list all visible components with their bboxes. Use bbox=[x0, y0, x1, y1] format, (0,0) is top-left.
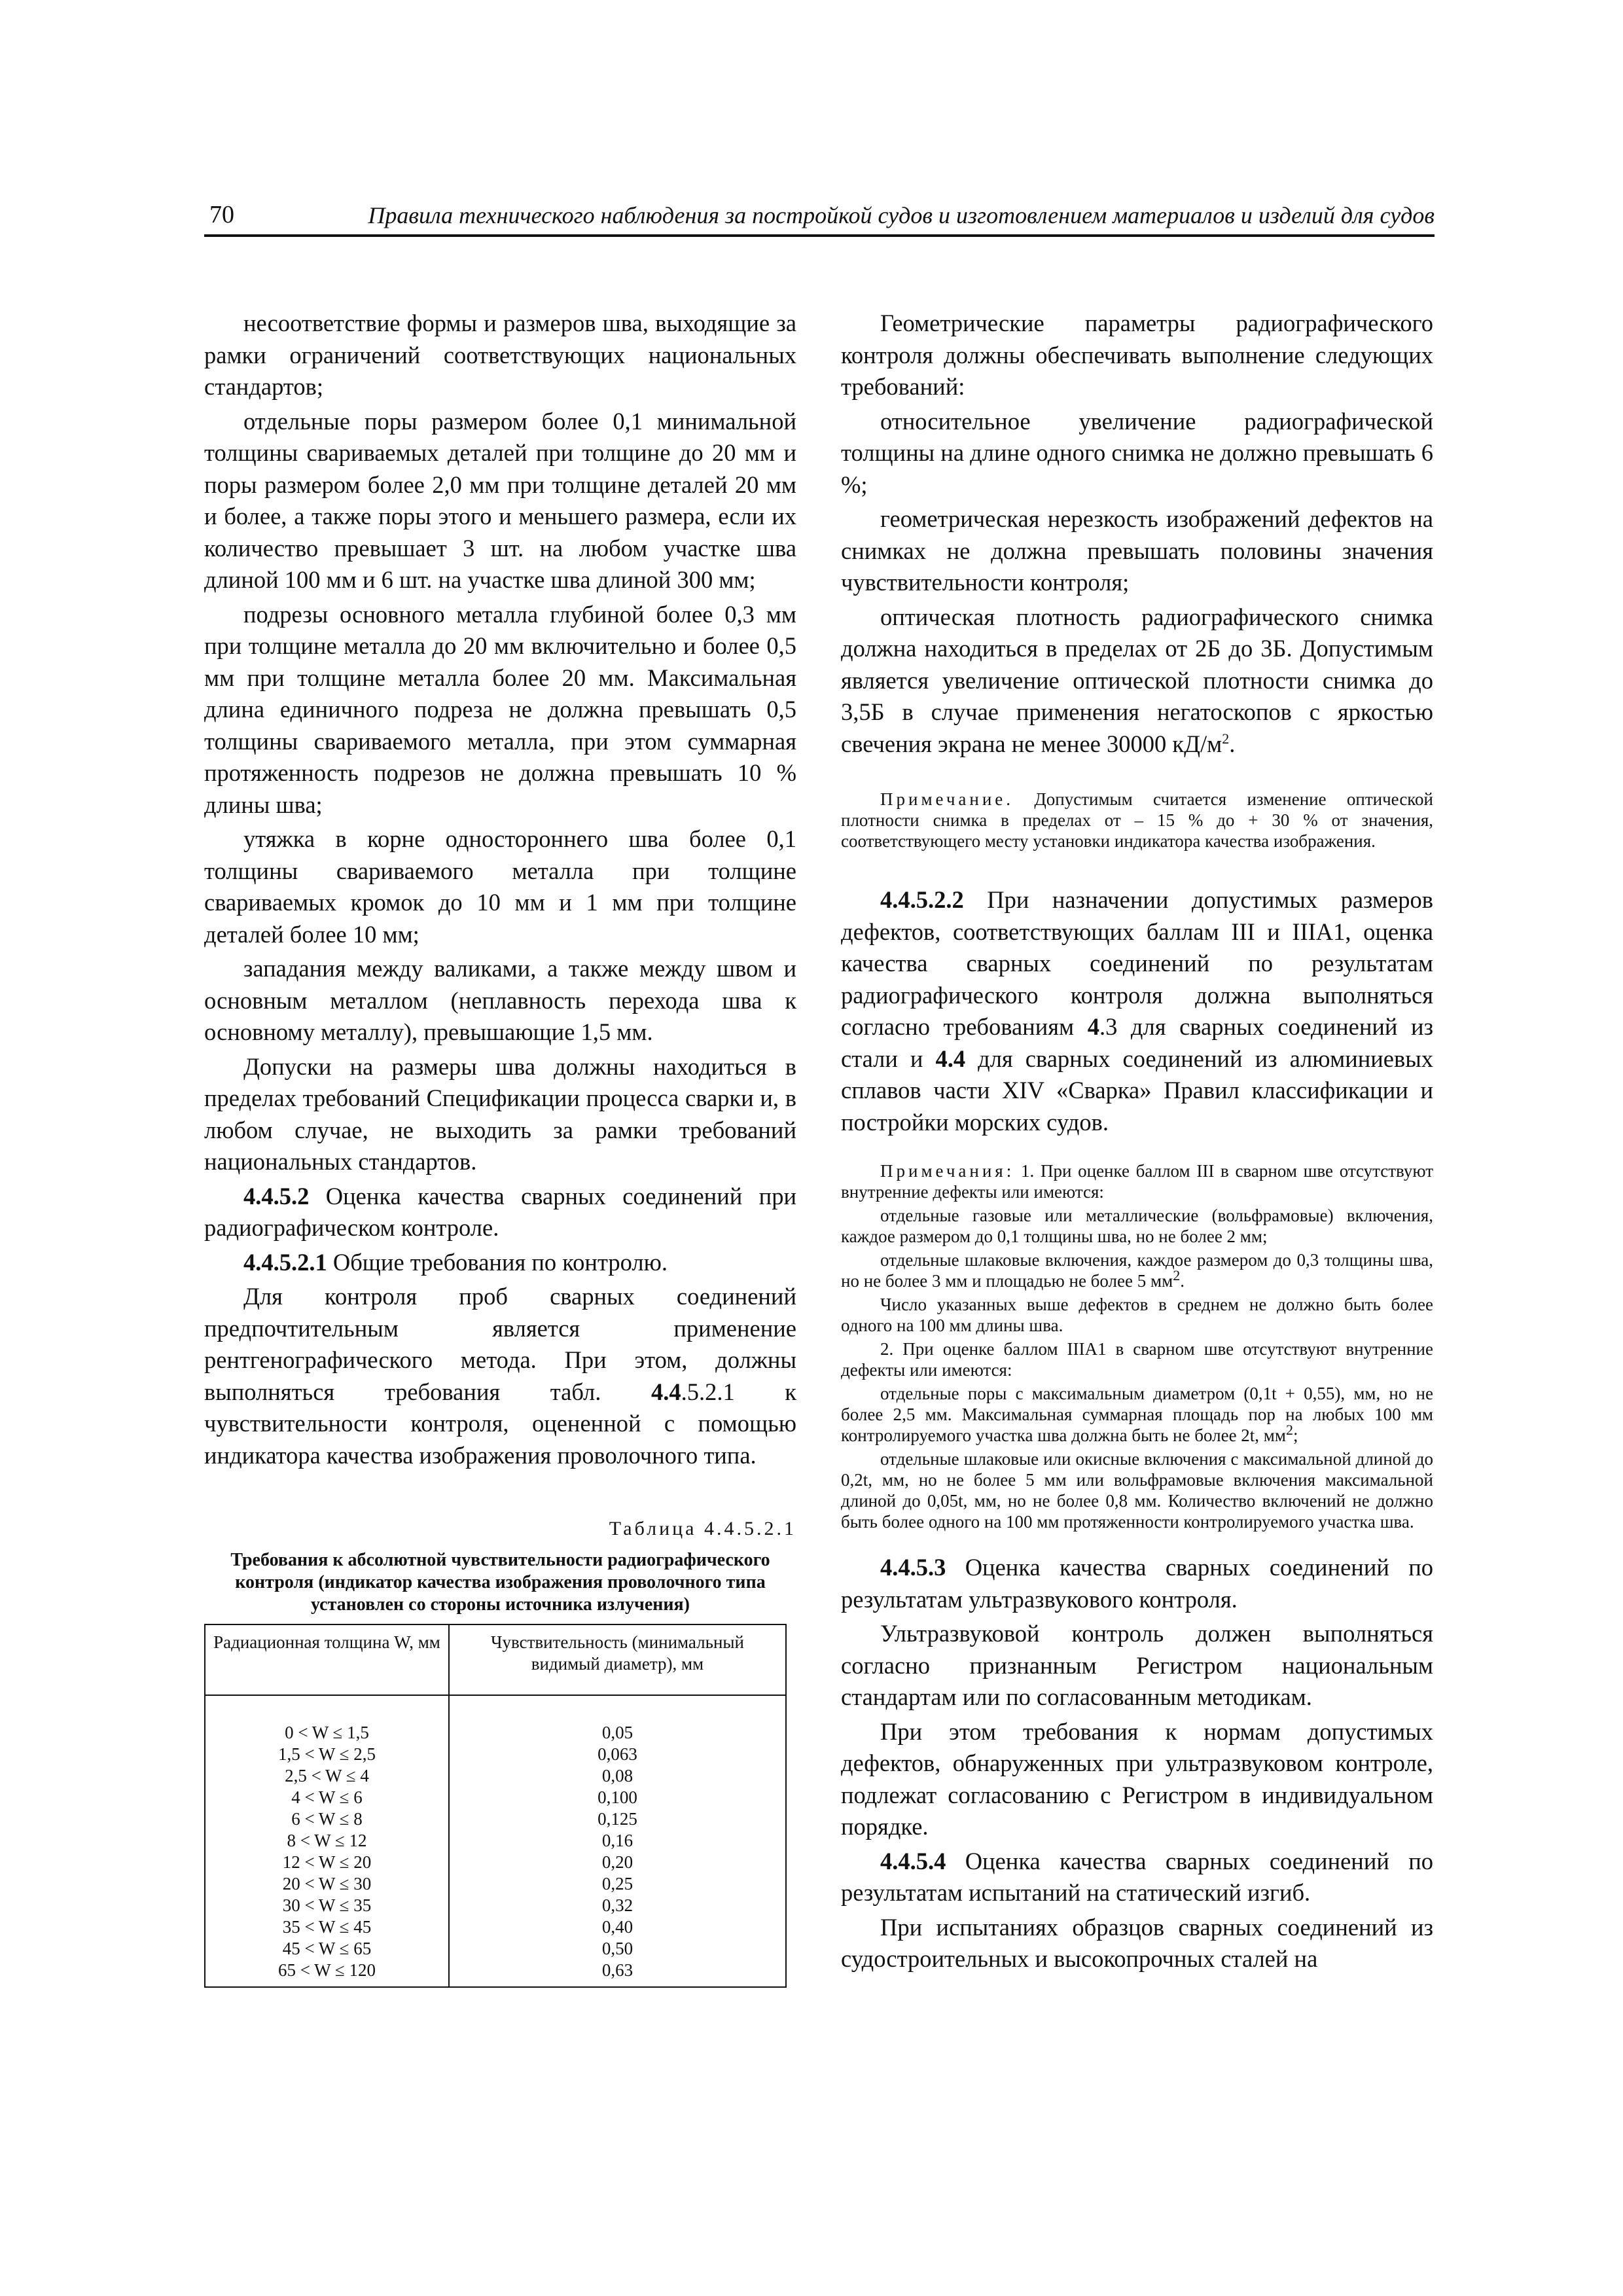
paragraph: Геометрические параметры радиографического контроля должны обеспечивать выполнение следующих требований: bbox=[841, 310, 1433, 400]
sensitivity-cell: 0,100 bbox=[449, 1787, 786, 1808]
section-paragraph: 4.4.5.2.2 При назначении допустимых размеров дефектов, соответствующих баллам III и IIIA1, оценка качества сварных соединений по результатам радиографического контроля должна выполняться согласно требованиям 4.3 для сварных соединений из стали и 4.4 для сварных соединений из алюминиевых сплавов части XIV «Сварка» Правил классификации и постройки морских судов. bbox=[841, 886, 1434, 1136]
sensitivity-table bbox=[204, 1624, 787, 1988]
table-body bbox=[205, 1695, 786, 1987]
table-row bbox=[205, 1695, 786, 1744]
sensitivity-cell: 0,25 bbox=[449, 1873, 786, 1895]
thickness-cell: 4 < W ≤ 6 bbox=[205, 1787, 449, 1808]
thickness-cell: 6 < W ≤ 8 bbox=[205, 1808, 449, 1830]
thickness-cell: 20 < W ≤ 30 bbox=[205, 1873, 449, 1895]
sensitivity-cell: 0,05 bbox=[449, 1695, 786, 1744]
thickness-cell: 0 < W ≤ 1,5 bbox=[205, 1695, 449, 1744]
table-row bbox=[205, 1960, 786, 1987]
thickness-cell: 65 < W ≤ 120 bbox=[205, 1960, 449, 1987]
paragraph: При этом требования к нормам допустимых дефектов, обнаруженных при ультразвуковом контроле, подлежат согласованию с Регистром в индивидуальном порядке. bbox=[841, 1717, 1433, 1840]
table-caption: Таблица 4.4.5.2.1 bbox=[609, 1518, 796, 1539]
paragraph: геометрическая нерезкость изображений дефектов на снимках не должна превышать половины значения чувствительности контроля; bbox=[841, 505, 1433, 596]
sensitivity-cell: 0,08 bbox=[449, 1765, 786, 1787]
table-header-thickness: Радиационная толщина W, мм bbox=[205, 1624, 449, 1695]
table-row bbox=[205, 1787, 786, 1808]
paragraph: Ультразвуковой контроль должен выполняться согласно признанным Регистром национальным стандартам или по согласованным методикам. bbox=[841, 1620, 1433, 1710]
paragraph: Допуски на размеры шва должны находиться в пределах требований Спецификации процесса сварки и, в любом случае, не выходить за рамки требований национальных стандартов. bbox=[204, 1052, 796, 1175]
right-column bbox=[841, 308, 1433, 1975]
table-row bbox=[205, 1916, 786, 1938]
section-number: 4.4.5.2.2 bbox=[880, 886, 964, 913]
sensitivity-cell: 0,16 bbox=[449, 1830, 786, 1852]
paragraph: западания между валиками, а также между швом и основным металлом (неплавность перехода шва к основному металлу), превышающие 1,5 мм. bbox=[204, 955, 796, 1045]
section-number: 4.4.5.2 bbox=[243, 1182, 310, 1210]
paragraph: оптическая плотность радиографического снимка должна находиться в пределах от 2Б до 3Б. Допустимым является увеличение оптической плотности снимка до 3,5Б в случае применения негатоскопов с яркостью свечения экрана не менее 30000 $кД/м^2$. bbox=[841, 603, 1433, 757]
table-row bbox=[205, 1873, 786, 1895]
sensitivity-cell: 0,063 bbox=[449, 1744, 786, 1765]
left-column bbox=[204, 308, 796, 1988]
table-row bbox=[205, 1852, 786, 1873]
paragraph: несоответствие формы и размеров шва, выходящие за рамки ограничений соответствующих национальных стандартов; bbox=[204, 310, 796, 400]
section-number: 4.4.5.3 bbox=[880, 1554, 946, 1581]
thickness-cell: 30 < W ≤ 35 bbox=[205, 1895, 449, 1916]
section-number: 4.4.5.4 bbox=[880, 1847, 946, 1874]
paragraph: утяжка в корне одностороннего шва более 0,1 толщины свариваемого металла при толщине свариваемых кромок до 10 мм и 1 мм при толщине деталей более 10 мм; bbox=[204, 825, 796, 948]
paragraph: При испытаниях образцов сварных соединений из судостроительных и высокопрочных сталей на bbox=[841, 1913, 1433, 1972]
section-heading: 4.4.5.4 Оценка качества сварных соединений по результатам испытаний на статический изгиб. bbox=[841, 1847, 1433, 1906]
table-row bbox=[205, 1938, 786, 1960]
table-row bbox=[205, 1895, 786, 1916]
paragraph: отдельные поры размером более 0,1 минимальной толщины свариваемых деталей при толщине до 20 мм и поры размером более 2,0 мм при толщине деталей 20 мм и более, а также поры этого и меньшего размера, если их количество превышает 3 шт. на любом участке шва длиной 100 мм и 6 шт. на участке шва длиной 300 мм; bbox=[204, 407, 796, 593]
section-heading: 4.4.5.3 Оценка качества сварных соединений по результатам ультразвукового контроля. bbox=[841, 1554, 1433, 1613]
section-heading: 4.4.5.2 Оценка качества сварных соединений при радиографическом контроле. bbox=[204, 1182, 796, 1241]
paragraph: подрезы основного металла глубиной более 0,3 мм при толщине металла до 20 мм включительно и более 0,5 мм при толщине металла более 20 мм. Максимальная длина единичного подреза не должна превышать 0,5 толщины свариваемого металла, при этом суммарная протяженность подрезов не должна превышать 10 % длины шва; bbox=[204, 600, 796, 818]
section-number: 4.4.5.2.1 bbox=[243, 1248, 327, 1276]
table-row bbox=[205, 1830, 786, 1852]
thickness-cell: 12 < W ≤ 20 bbox=[205, 1852, 449, 1873]
note-label: Примечания: bbox=[880, 1161, 1015, 1181]
sensitivity-cell: 0,50 bbox=[449, 1938, 786, 1960]
note-block: Примечание. Допустимым считается изменение оптической плотности снимка в пределах от – 15 % до + 30 % от значения, соответствующего месту установки индикатора качества изображения. bbox=[841, 789, 1433, 851]
sensitivity-cell: 0,63 bbox=[449, 1960, 786, 1987]
table-row bbox=[205, 1744, 786, 1765]
paragraph: относительное увеличение радиографической толщины на длине одного снимка не должно превышать 6 %; bbox=[841, 407, 1433, 498]
running-title: Правила технического наблюдения за постройкой судов и изготовлением материалов и изделий для судов bbox=[368, 202, 1435, 228]
paragraph: Для контроля проб сварных соединений предпочтительным является применение рентгенографического метода. При этом, должны выполняться требования табл. 4.4.5.2.1 к чувствительности контроля, оцененной с помощью индикатора качества изображения проволочного типа. bbox=[204, 1283, 796, 1469]
section-heading: 4.4.5.2.1 Общие требования по контролю. bbox=[243, 1248, 668, 1276]
thickness-cell: 45 < W ≤ 65 bbox=[205, 1938, 449, 1960]
note-label: Примечание. bbox=[880, 789, 1014, 809]
table-reference: 4.4 bbox=[651, 1378, 681, 1405]
sensitivity-cell: 0,125 bbox=[449, 1808, 786, 1830]
thickness-cell: 1,5 < W ≤ 2,5 bbox=[205, 1744, 449, 1765]
thickness-cell: 35 < W ≤ 45 bbox=[205, 1916, 449, 1938]
table-row bbox=[205, 1808, 786, 1830]
thickness-cell: 8 < W ≤ 12 bbox=[205, 1830, 449, 1852]
notes-block: Примечания: 1. При оценке баллом III в сварном шве отсутствуют внутренние дефекты или имеются: отдельные газовые или металлические (вольфрамовые) включения, каждое размером до 0,1 толщины шва, но не более 2 мм; отдельные шлаковые включения, каждое размером до 0,3 толщины шва, но не более 3 мм и площадью не более 5 $мм^2$. Число указанных выше дефектов в среднем не должно быть более одного на 100 мм длины шва. 2. При оценке баллом IIIA1 в сварном шве отсутствуют внутренние дефекты или имеются: отдельные поры с максимальным диаметром (0,1t + 0,55), мм, но не более 2,5 мм. Максимальная суммарная площадь пор на любых 100 мм контролируемого участка шва должна быть не более 2t, $мм^2$; отдельные шлаковые или окисные включения с максимальной длиной до 0,2t, мм, но не более 5 мм или вольфрамовые включения максимальной длиной до 0,05t, мм, но не более 0,8 мм. Количество включений не должно быть более одного на 100 мм протяженности контролируемого участка шва. bbox=[841, 1161, 1433, 1532]
sensitivity-cell: 0,20 bbox=[449, 1852, 786, 1873]
page-header bbox=[204, 196, 1435, 237]
page-number: 70 bbox=[209, 201, 234, 228]
table-header-sensitivity: Чувствительность (минимальный видимый диаметр), мм bbox=[449, 1624, 786, 1695]
thickness-cell: 2,5 < W ≤ 4 bbox=[205, 1765, 449, 1787]
sensitivity-cell: 0,40 bbox=[449, 1916, 786, 1938]
table-row bbox=[205, 1765, 786, 1787]
sensitivity-cell: 0,32 bbox=[449, 1895, 786, 1916]
table-title: Требования к абсолютной чувствительности радиографического контроля (индикатор качества изображения проволочного типа установлен со стороны источника излучения) bbox=[230, 1549, 770, 1615]
